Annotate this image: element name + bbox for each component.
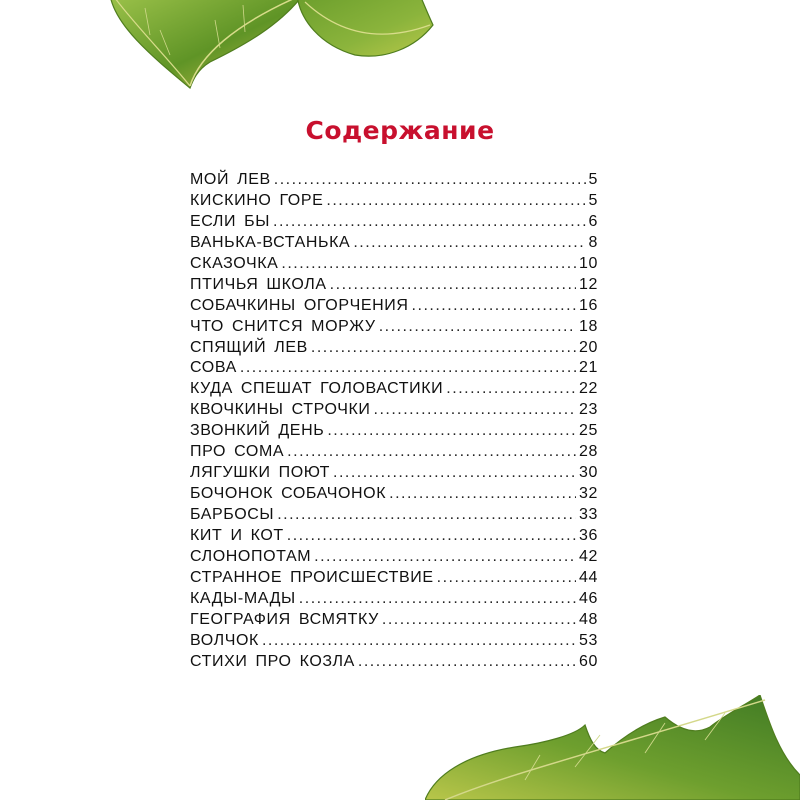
toc-leader-dots [326,191,585,212]
toc-item-title: БАРБОСЫ [190,506,275,523]
toc-leader-dots [299,589,576,610]
toc-item-page: 53 [579,631,598,649]
toc-item-page: 5 [588,171,598,188]
leaf-bottom-icon [425,695,800,800]
toc-leader-dots [412,296,576,317]
toc-item-page: 12 [579,275,598,293]
toc-item-page: 44 [579,568,598,586]
toc-item-title: ЕСЛИ БЫ [190,212,271,230]
toc-item-title: КУДА СПЕШАТ ГОЛОВАСТИКИ [190,380,444,398]
toc-leader-dots [273,212,585,233]
toc-item-page: 33 [579,506,598,523]
toc-item-page: 21 [579,359,598,377]
toc-item-title: ЛЯГУШКИ ПОЮТ [190,464,330,482]
toc-item-page: 48 [579,610,598,628]
toc-item-title: ЗВОНКИЙ ДЕНЬ [190,422,325,440]
toc-item-title: ВОЛЧОК [190,631,259,649]
toc-item-title: СТИХИ ПРО КОЗЛА [190,652,355,670]
toc-item[interactable] [190,442,598,463]
toc-leader-dots [382,610,576,631]
page-title: Содержание [305,116,495,145]
toc-item-page: 16 [579,296,598,314]
toc-leader-dots [327,421,576,442]
toc-item-page: 18 [579,317,598,335]
toc-item[interactable] [190,400,598,421]
toc-leader-dots [262,631,576,652]
toc-item[interactable] [190,338,598,359]
toc-item-title: СЛОНОПОТАМ [190,547,312,565]
toc-item-page: 23 [579,401,598,419]
toc-item[interactable] [190,358,598,379]
toc-leader-dots [379,317,576,338]
toc-leader-dots [446,379,576,400]
toc-item[interactable] [190,296,598,317]
toc-leader-dots [389,484,576,505]
toc-item-title: СКАЗОЧКА [190,254,279,272]
toc-leader-dots [353,233,585,254]
toc-item-title: ПРО СОМА [190,443,285,461]
toc-item[interactable] [190,233,598,254]
toc-item-page: 5 [588,191,598,209]
toc-leader-dots [330,275,576,296]
toc-item[interactable] [190,505,598,526]
toc-item-title: СОВА [190,359,237,377]
toc-item[interactable] [190,317,598,338]
toc-item-title: КИТ И КОТ [190,526,284,544]
toc-item-title: КАДЫ-МАДЫ [190,589,296,607]
toc-leader-dots [311,338,576,359]
toc-item[interactable] [190,631,598,652]
toc-item-page: 60 [579,652,598,670]
leaf-top-right-icon [295,0,435,58]
toc-item[interactable] [190,191,598,212]
toc-item[interactable] [190,526,598,547]
toc-leader-dots [314,547,576,568]
toc-leader-dots [277,505,576,526]
table-of-contents [190,170,598,673]
toc-item-page: 42 [579,547,598,565]
toc-item-page: 22 [579,380,598,398]
toc-item-title: ВАНЬКА-ВСТАНЬКА [190,233,351,251]
toc-item[interactable] [190,379,598,400]
toc-leader-dots [240,358,576,379]
toc-item[interactable] [190,170,598,191]
toc-item-title: ЧТО СНИТСЯ МОРЖУ [190,317,376,335]
toc-leader-dots [287,526,576,547]
toc-item-page: 10 [579,254,598,272]
toc-leader-dots [281,254,576,275]
toc-item[interactable] [190,254,598,275]
toc-item-page: 36 [579,526,598,544]
toc-item-title: СПЯЩИЙ ЛЕВ [190,338,308,356]
toc-leader-dots [287,442,576,463]
toc-item-title: СОБАЧКИНЫ ОГОРЧЕНИЯ [190,296,409,314]
toc-item-page: 32 [579,485,598,503]
toc-leader-dots [437,568,576,589]
toc-item-page: 6 [588,212,598,230]
toc-item-title: СТРАННОЕ ПРОИСШЕСТВИЕ [190,568,434,586]
toc-item-title: МОЙ ЛЕВ [190,171,271,188]
toc-item-page: 25 [579,422,598,440]
leaf-top-left-icon [105,0,305,95]
toc-leader-dots [374,400,577,421]
toc-item-page: 20 [579,338,598,356]
toc-leader-dots [333,463,576,484]
toc-leader-dots [274,170,586,191]
toc-item-title: КВОЧКИНЫ СТРОЧКИ [190,401,371,419]
toc-item[interactable] [190,275,598,296]
toc-item-title: КИСКИНО ГОРЕ [190,191,324,209]
toc-item[interactable] [190,547,598,568]
toc-item[interactable] [190,212,598,233]
toc-item-title: ГЕОГРАФИЯ ВСМЯТКУ [190,610,379,628]
toc-item-page: 30 [579,464,598,482]
toc-item-page: 8 [588,233,598,251]
toc-item-title: ПТИЧЬЯ ШКОЛА [190,275,327,293]
toc-leader-dots [358,652,576,673]
toc-item-title: БОЧОНОК СОБАЧОНОК [190,485,387,503]
toc-item[interactable] [190,652,598,673]
toc-item[interactable] [190,484,598,505]
toc-item[interactable] [190,568,598,589]
toc-item[interactable] [190,589,598,610]
toc-item-page: 46 [579,589,598,607]
toc-item[interactable] [190,610,598,631]
toc-item[interactable] [190,463,598,484]
toc-item[interactable] [190,421,598,442]
toc-item-page: 28 [579,443,598,461]
